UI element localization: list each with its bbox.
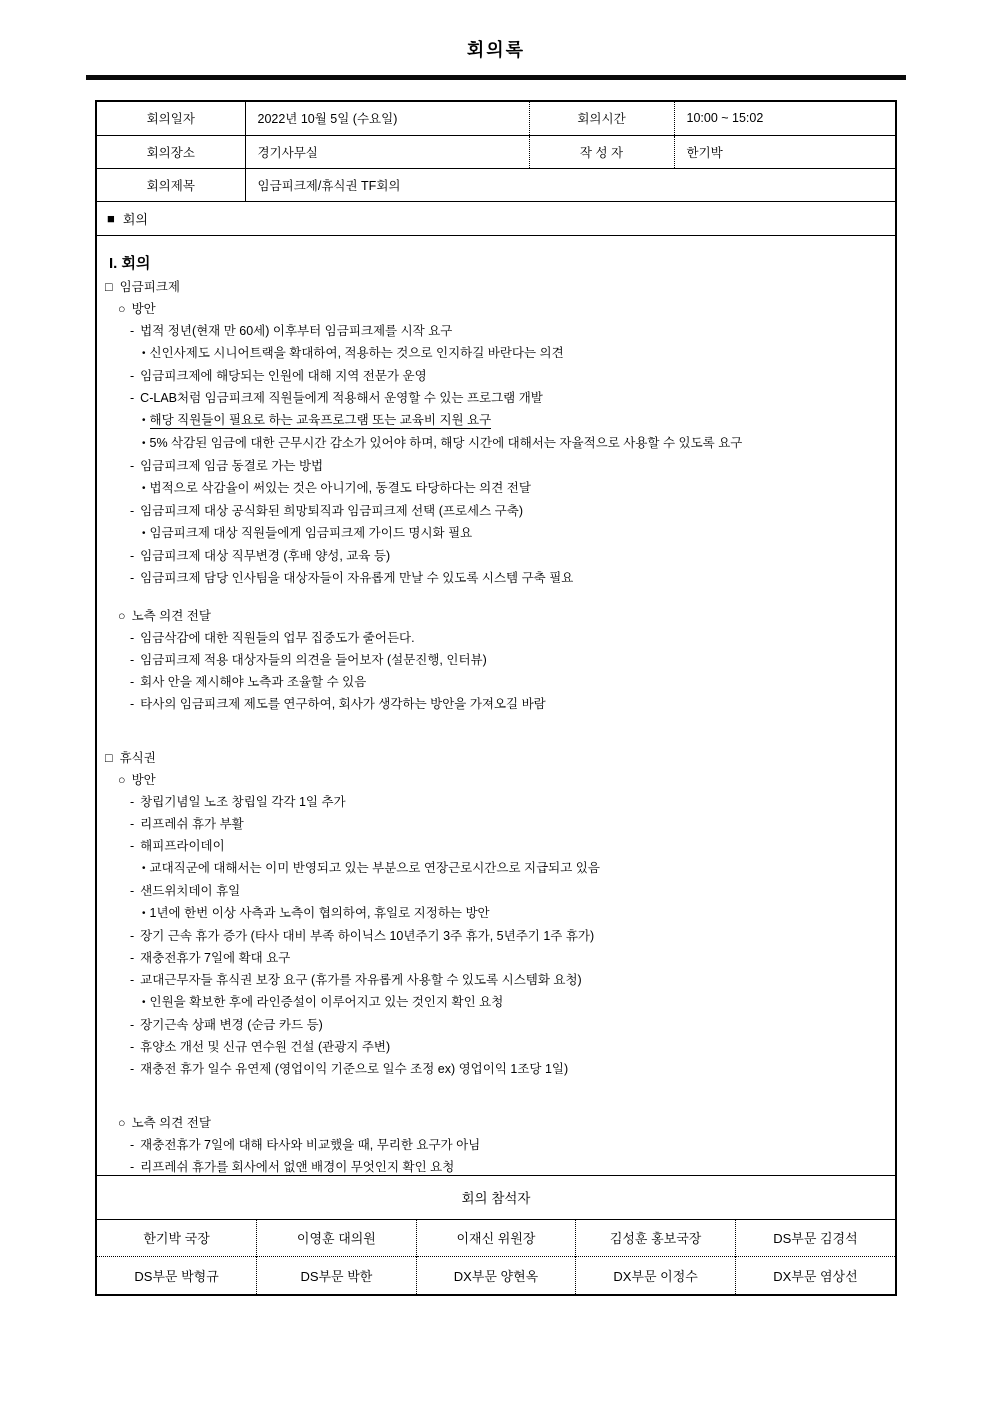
content-line-text: 타사의 임금피크제 제도를 연구하여, 회사가 생각하는 방안을 가져오길 바람 xyxy=(140,696,546,711)
blank-line xyxy=(97,1080,895,1096)
meeting-notes-body xyxy=(97,236,895,1176)
content-line-text: 창립기념일 노조 창립일 각각 1일 추가 xyxy=(140,794,346,809)
content-line xyxy=(97,769,895,791)
dash-marker-icon: - xyxy=(130,1017,135,1032)
attendees-row xyxy=(97,1220,895,1257)
content-line-text: 해피프라이데이 xyxy=(140,838,225,853)
content-line xyxy=(97,365,895,387)
content-line-text: 1년에 한번 이상 사측과 노측이 협의하여, 휴일로 지정하는 방안 xyxy=(149,905,490,920)
attendees-row xyxy=(97,1257,895,1294)
content-line xyxy=(97,1036,895,1058)
content-line-text: 장기 근속 휴가 증가 (타사 대비 부족 하이닉스 10년주기 3주 휴가, 5년주기 1주 휴가) xyxy=(140,928,595,943)
content-line xyxy=(97,747,895,769)
content-line xyxy=(97,298,895,320)
attendee-name-cell: DS부문 김경석 xyxy=(735,1220,895,1257)
content-line-text: 휴양소 개선 및 신규 연수원 건설 (관광지 주변) xyxy=(140,1039,391,1054)
content-line xyxy=(97,455,895,477)
bullet-marker-icon: • xyxy=(142,862,146,874)
meta-label-date: 회의일자 xyxy=(97,102,245,135)
meta-row-place-writer xyxy=(97,135,895,168)
dash-marker-icon: - xyxy=(130,652,135,667)
content-line xyxy=(97,671,895,693)
content-line-text: C-LAB처럼 임금피크제 직원들에게 적용해서 운영할 수 있는 프로그램 개발 xyxy=(140,390,543,405)
content-line xyxy=(97,276,895,298)
content-line-text: 교대근무자들 휴식권 보장 요구 (휴가를 자유롭게 사용할 수 있도록 시스템화 요청) xyxy=(140,972,582,987)
bullet-marker-icon: • xyxy=(142,437,146,449)
meeting-meta-table xyxy=(97,102,895,202)
bullet-marker-icon: • xyxy=(142,347,146,359)
content-line xyxy=(97,925,895,947)
content-line xyxy=(97,1156,895,1176)
content-line-text: 임금피크제 xyxy=(119,279,180,294)
content-line-text: 방안 xyxy=(131,772,156,787)
content-heading: I. 회의 xyxy=(109,254,151,272)
content-line xyxy=(97,1112,895,1134)
dash-marker-icon: - xyxy=(130,1159,135,1174)
attendees-title: 회의 참석자 xyxy=(97,1176,895,1220)
blank-line xyxy=(97,1096,895,1112)
content-line-text: 인원을 확보한 후에 라인증설이 이루어지고 있는 것인지 확인 요청 xyxy=(149,994,504,1009)
dash-marker-icon: - xyxy=(130,368,135,383)
circle-marker-icon: ○ xyxy=(118,608,126,623)
content-line xyxy=(97,693,895,715)
content-line-text: 임금피크제 대상 직무변경 (후배 양성, 교육 등) xyxy=(140,548,391,563)
page-title: 회의록 xyxy=(466,40,526,60)
content-line xyxy=(97,477,895,500)
blank-line xyxy=(97,731,895,747)
dash-marker-icon: - xyxy=(130,630,135,645)
content-line xyxy=(97,857,895,880)
attendee-name-cell: 이영훈 대의원 xyxy=(257,1220,417,1257)
dash-marker-icon: - xyxy=(130,1061,135,1076)
content-line xyxy=(97,835,895,857)
dash-marker-icon: - xyxy=(130,503,135,518)
content-line xyxy=(97,605,895,627)
blank-line xyxy=(97,715,895,731)
content-lines xyxy=(97,276,895,1176)
meta-row-subject xyxy=(97,168,895,201)
section-header-row xyxy=(97,202,895,236)
meta-value-subject: 임금피크제/휴식권 TF회의 xyxy=(257,178,401,193)
circle-marker-icon: ○ xyxy=(118,1115,126,1130)
content-line xyxy=(97,813,895,835)
dash-marker-icon: - xyxy=(130,674,135,689)
content-line-text: 리프레쉬 휴가 부활 xyxy=(140,816,244,831)
attendee-name-cell: DS부문 박형규 xyxy=(97,1257,257,1294)
content-line xyxy=(97,991,895,1014)
content-line-text: 재충전휴가 7일에 확대 요구 xyxy=(140,950,291,965)
content-line xyxy=(97,880,895,902)
bullet-marker-icon: • xyxy=(142,996,146,1008)
meta-value-time: 10:00 ~ 15:02 xyxy=(686,111,764,126)
content-line-text: 교대직군에 대해서는 이미 반영되고 있는 부분으로 연장근로시간으로 지급되고 있음 xyxy=(149,860,600,875)
dash-marker-icon: - xyxy=(130,570,135,585)
square-marker-icon: □ xyxy=(105,750,113,765)
content-line xyxy=(97,969,895,991)
content-line xyxy=(97,649,895,671)
content-line-text: 임금피크제 적용 대상자들의 의견을 들어보자 (설문진행, 인터뷰) xyxy=(140,652,487,667)
content-line xyxy=(97,432,895,455)
attendee-name-cell: 이재신 위원장 xyxy=(416,1220,576,1257)
content-line xyxy=(97,320,895,342)
content-line-text: 법적으로 삭감율이 써있는 것은 아니기에, 동결도 타당하다는 의견 전달 xyxy=(149,480,531,495)
content-line-text: 임금피크제 임금 동결로 가는 방법 xyxy=(140,458,324,473)
content-line-text: 법적 정년(현재 만 60세) 이후부터 임금피크제를 시작 요구 xyxy=(140,323,453,338)
meta-row-date-time xyxy=(97,102,895,135)
content-line xyxy=(97,1014,895,1036)
attendees-table xyxy=(97,1220,895,1294)
content-line-text: 리프레쉬 휴가를 회사에서 없앤 배경이 무엇인지 확인 요청 xyxy=(140,1159,455,1174)
content-line-text: 임금피크제 대상 공식화된 희망퇴직과 임금피크제 선택 (프로세스 구축) xyxy=(140,503,523,518)
content-line xyxy=(97,522,895,545)
content-line-text: 임금피크제 대상 직원들에게 임금피크제 가이드 명시화 필요 xyxy=(149,525,473,540)
dash-marker-icon: - xyxy=(130,696,135,711)
content-line xyxy=(97,1058,895,1080)
attendee-name-cell: 한기박 국장 xyxy=(143,1231,210,1247)
title-divider xyxy=(86,75,906,80)
dash-marker-icon: - xyxy=(130,928,135,943)
content-line-text: 재충전 휴가 일수 유연제 (영업이익 기준으로 일수 조정 ex) 영업이익 1조당 1일) xyxy=(140,1061,569,1076)
content-line-text: 재충전휴가 7일에 대해 타사와 비교했을 때, 무리한 요구가 아님 xyxy=(140,1137,481,1152)
content-line-text: 임금삭감에 대한 직원들의 업무 집중도가 줄어든다. xyxy=(140,630,415,645)
attendee-name-cell: DX부문 이정수 xyxy=(576,1257,736,1294)
document-frame xyxy=(95,100,897,1296)
content-line xyxy=(97,1134,895,1156)
circle-marker-icon: ○ xyxy=(118,772,126,787)
meta-value-date: 2022년 10월 5일 (수요일) xyxy=(257,112,398,127)
meta-label-subject: 회의제목 xyxy=(97,168,245,201)
dash-marker-icon: - xyxy=(130,838,135,853)
meta-label-writer: 작 성 자 xyxy=(529,135,674,168)
meta-label-time: 회의시간 xyxy=(529,102,674,135)
content-line xyxy=(97,409,895,432)
content-line xyxy=(97,902,895,925)
dash-marker-icon: - xyxy=(130,458,135,473)
meta-value-writer: 한기박 xyxy=(686,145,723,160)
dash-marker-icon: - xyxy=(130,1137,135,1152)
bullet-marker-icon: • xyxy=(142,527,146,539)
content-line-text: 신인사제도 시니어트랙을 확대하여, 적용하는 것으로 인지하길 바란다는 의견 xyxy=(149,345,564,360)
content-line-text: 방안 xyxy=(131,301,156,316)
content-line-text: 노측 의견 전달 xyxy=(131,608,211,623)
content-line xyxy=(97,627,895,649)
content-line-text: 노측 의견 전달 xyxy=(131,1115,211,1130)
content-line xyxy=(97,387,895,409)
content-line-text: 5% 삭감된 임금에 대한 근무시간 감소가 있어야 하며, 해당 시간에 대해서는 자율적으로 사용할 수 있도록 요구 xyxy=(149,435,743,450)
filled-square-icon: ■ xyxy=(107,210,115,226)
square-marker-icon: □ xyxy=(105,279,113,294)
content-line xyxy=(97,567,895,589)
dash-marker-icon: - xyxy=(130,972,135,987)
dash-marker-icon: - xyxy=(130,548,135,563)
content-line-text: 휴식권 xyxy=(119,750,156,765)
content-line-text: 해당 직원들이 필요로 하는 교육프로그램 또는 교육비 지원 요구 xyxy=(149,412,492,427)
bullet-marker-icon: • xyxy=(142,414,146,426)
content-line xyxy=(97,545,895,567)
blank-line xyxy=(97,589,895,605)
section-header-label: 회의 xyxy=(122,211,148,227)
content-line xyxy=(97,342,895,365)
content-line xyxy=(97,500,895,522)
content-line xyxy=(97,791,895,813)
content-line xyxy=(97,947,895,969)
meta-value-place: 경기사무실 xyxy=(257,145,318,160)
dash-marker-icon: - xyxy=(130,883,135,898)
circle-marker-icon: ○ xyxy=(118,301,126,316)
dash-marker-icon: - xyxy=(130,950,135,965)
dash-marker-icon: - xyxy=(130,323,135,338)
meta-label-place: 회의장소 xyxy=(97,135,245,168)
attendee-name-cell: DX부문 양현옥 xyxy=(416,1257,576,1294)
content-line-text: 임금피크제에 해당되는 인원에 대해 지역 전문가 운영 xyxy=(140,368,427,383)
document-sheet xyxy=(86,0,906,1296)
dash-marker-icon: - xyxy=(130,794,135,809)
dash-marker-icon: - xyxy=(130,1039,135,1054)
bullet-marker-icon: • xyxy=(142,907,146,919)
content-line-text: 샌드위치데이 휴일 xyxy=(140,883,241,898)
attendee-name-cell: DS부문 박한 xyxy=(257,1257,417,1294)
content-line-text: 임금피크제 담당 인사팀을 대상자들이 자유롭게 만날 수 있도록 시스템 구축 필요 xyxy=(140,570,574,585)
attendee-name-cell: 김성훈 홍보국장 xyxy=(576,1220,736,1257)
content-line-text: 회사 안을 제시해야 노측과 조율할 수 있음 xyxy=(140,674,367,689)
dash-marker-icon: - xyxy=(130,390,135,405)
bullet-marker-icon: • xyxy=(142,482,146,494)
dash-marker-icon: - xyxy=(130,816,135,831)
attendee-name-cell: DX부문 염상선 xyxy=(735,1257,895,1294)
content-line-text: 장기근속 상패 변경 (순금 카드 등) xyxy=(140,1017,323,1032)
